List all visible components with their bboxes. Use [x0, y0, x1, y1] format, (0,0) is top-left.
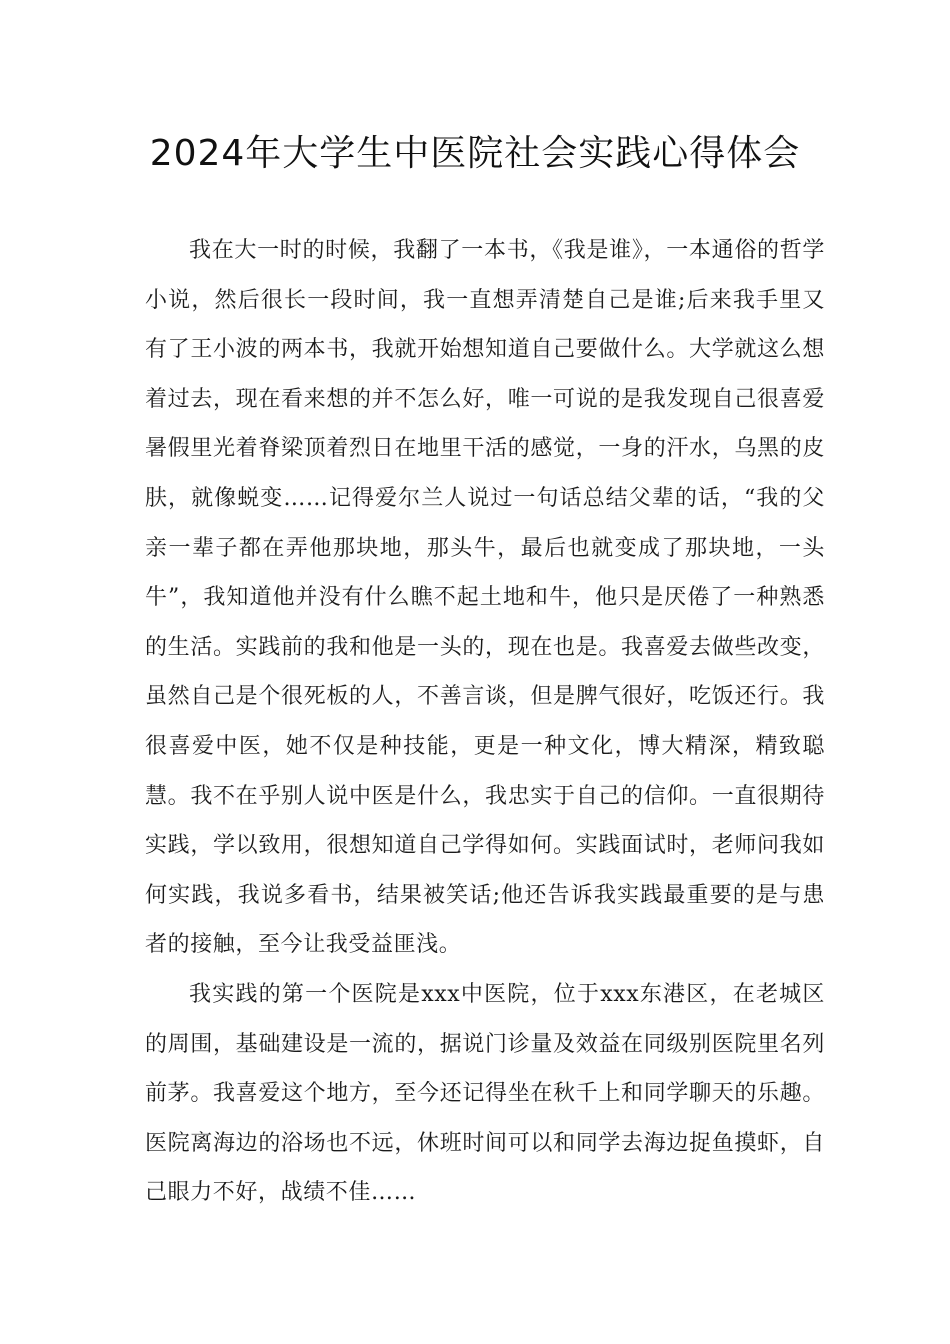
paragraph-1: 我在大一时的时候，我翻了一本书，《我是谁》，一本通俗的哲学小说，然后很长一段时间，我一直想弄清楚自己是谁;后来我手里又有了王小波的两本书，我就开始想知道自己要做什么。大学就这么想着过去，现在看来想的并不怎么好，唯一可说的是我发现自己很喜爱暑假里光着脊梁顶着烈日在地里干活的感觉，一身的汗水，乌黑的皮肤，就像蜕变……记得爱尔兰人说过一句话总结父辈的话，“我的父亲一辈子都在弄他那块地，那头牛，最后也就变成了那块地，一头牛”，我知道他并没有什么瞧不起土地和牛，他只是厌倦了一种熟悉的生活。实践前的我和他是一头的，现在也是。我喜爱去做些改变，虽然自己是个很死板的人，不善言谈，但是脾气很好，吃饭还行。我很喜爱中医，她不仅是种技能，更是一种文化，博大精深，精致聪慧。我不在乎别人说中医是什么，我忠实于自己的信仰。一直很期待实践，学以致用，很想知道自己学得如何。实践面试时，老师问我如何实践，我说多看书，结果被笑话;他还告诉我实践最重要的是与患者的接触，至今让我受益匪浅。: [145, 238, 825, 958]
document-title: 2024年大学生中医院社会实践心得体会: [149, 133, 801, 174]
paragraph-2: 我实践的第一个医院是xxx中医院，位于xxx东港区，在老城区的周围，基础建设是一流的，据说门诊量及效益在同级别医院里名列前茅。我喜爱这个地方，至今还记得坐在秋千上和同学聊天的乐趣。医院离海边的浴场也不远，休班时间可以和同学去海边捉鱼摸虾，自己眼力不好，战绩不佳……: [145, 981, 825, 1206]
document-body: [145, 226, 825, 1218]
